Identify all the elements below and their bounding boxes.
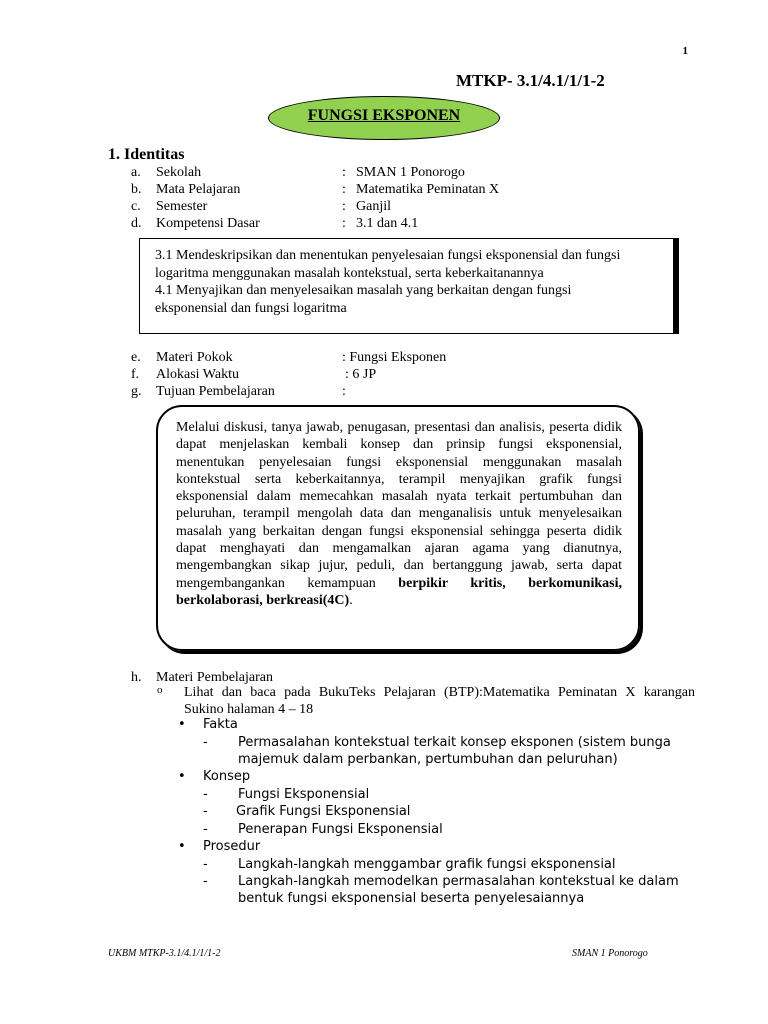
row-marker: b.	[131, 182, 142, 197]
identity-row-semester	[0, 198, 768, 215]
reference-line: Sukino halaman 4 – 18	[184, 702, 314, 717]
identity-row-school	[0, 164, 768, 181]
concept-item: Fungsi Eksponensial	[238, 787, 370, 802]
learning-goal-text	[176, 419, 622, 609]
row-label: Semester	[156, 199, 208, 214]
row-label: Materi Pembelajaran	[156, 670, 274, 685]
row-label: Sekolah	[156, 165, 202, 180]
dash-icon: -	[203, 804, 208, 819]
row-marker: e.	[131, 350, 141, 365]
row-label: Tujuan Pembelajaran	[156, 384, 275, 399]
identity-row-time	[0, 366, 768, 383]
row-marker: c.	[131, 199, 141, 214]
row-value: Ganjil	[356, 199, 391, 214]
concept-item: Penerapan Fungsi Eksponensial	[238, 822, 443, 837]
page-number: 1	[682, 45, 688, 57]
fact-item-continued: majemuk dalam perbankan, pertumbuhan dan peluruhan)	[238, 752, 618, 767]
procedure-heading: Prosedur	[203, 839, 261, 854]
row-value: 3.1 dan 4.1	[356, 216, 419, 231]
row-label: Mata Pelajaran	[156, 182, 241, 197]
bullet-icon: •	[178, 839, 186, 854]
row-value: Matematika Peminatan X	[356, 182, 500, 197]
competency-text	[155, 247, 675, 317]
row-value: : 6 JP	[345, 367, 377, 382]
row-marker: g.	[131, 384, 142, 399]
row-value: : Fungsi Eksponen	[342, 350, 447, 365]
row-label: Alokasi Waktu	[156, 367, 239, 382]
reference-line: Lihat dan baca pada BukuTeks Pelajaran (BTP):Matematika Peminatan X karangan	[184, 685, 695, 700]
fact-heading: Fakta	[203, 717, 238, 732]
competency-line: eksponensial dan fungsi logaritma	[155, 300, 347, 316]
learning-goal-end: .	[349, 592, 353, 608]
dash-icon: -	[203, 735, 208, 750]
row-value: SMAN 1 Ponorogo	[356, 165, 465, 180]
row-colon: :	[342, 182, 346, 197]
fact-item: Permasalahan kontekstual terkait konsep eksponen (sistem bunga	[238, 735, 671, 750]
identity-row-competency	[0, 215, 768, 232]
page-title: FUNGSI EKSPONEN	[307, 107, 461, 124]
procedure-item: Langkah-langkah menggambar grafik fungsi eksponensial	[238, 857, 616, 872]
identity-row-topic	[0, 349, 768, 366]
competency-line: 3.1 Mendeskripsikan dan menentukan penyelesaian fungsi eksponensial dan fungsi	[155, 248, 621, 263]
concept-item: Grafik Fungsi Eksponensial	[236, 804, 411, 819]
learning-goal-emphasis: berpikir kritis, berkomunikasi, berkolaborasi, berkreasi(4C)	[176, 575, 622, 608]
row-marker: f.	[131, 367, 140, 382]
learning-goal-body: Melalui diskusi, tanya jawab, penugasan, presentasi dan analisis, peserta didik dapat menjelaskan kembali konsep dan prinsip fungsi eksponensial, menentukan penyelesaian fungsi eksponensial menggunakan masalah kontekstual serta keberkaitannya, terampil menyajikan grafik fungsi eksponensial dalam memecahkan masalah nyata terkait pertumbuhan dan peluruhan, terampil mengolah data dan menganalisis untuk menyelesaikan masalah yang berkaitan dengan fungsi eksponensial sehingga peserta didik dapat menghayati dan mengamalkan ajaran agama yang dianutnya, mengembangkan sikap jujur, peduli, dan bertanggung jawab, serta dapat mengembangankan kemampuan	[176, 420, 622, 591]
document-code: MTKP- 3.1/4.1/1/1-2	[456, 71, 605, 90]
concept-heading: Konsep	[203, 769, 251, 784]
competency-line: logaritma menggunakan masalah kontekstual, serta keberkaitanannya	[155, 265, 544, 281]
identity-row-subject	[0, 181, 768, 198]
procedure-item: Langkah-langkah memodelkan permasalahan kontekstual ke dalam	[238, 874, 679, 889]
row-value: :	[342, 384, 346, 399]
procedure-item-continued: bentuk fungsi eksponensial beserta penyelesaiannya	[238, 891, 585, 906]
row-colon: :	[342, 216, 346, 231]
row-label: Kompetensi Dasar	[156, 216, 260, 231]
footer-right: SMAN 1 Ponorogo	[572, 948, 648, 959]
dash-icon: -	[203, 822, 208, 837]
dash-icon: -	[203, 787, 208, 802]
footer-left: UKBM MTKP-3.1/4.1/1/1-2	[108, 948, 221, 959]
bullet-icon: •	[178, 769, 186, 784]
reference-text	[184, 684, 695, 718]
row-colon: :	[342, 199, 346, 214]
identity-row-goal	[0, 383, 768, 400]
row-colon: :	[342, 165, 346, 180]
competency-line: 4.1 Menyajikan dan menyelesaikan masalah yang berkaitan dengan fungsi	[155, 283, 572, 298]
dash-icon: -	[203, 857, 208, 872]
row-marker: a.	[131, 165, 141, 180]
row-marker: d.	[131, 216, 142, 231]
section-heading: 1. Identitas	[108, 146, 185, 163]
row-label: Materi Pokok	[156, 350, 233, 365]
bullet-icon: •	[178, 717, 186, 732]
circle-bullet-icon: o	[157, 684, 163, 696]
row-marker: h.	[131, 670, 142, 685]
dash-icon: -	[203, 874, 208, 889]
